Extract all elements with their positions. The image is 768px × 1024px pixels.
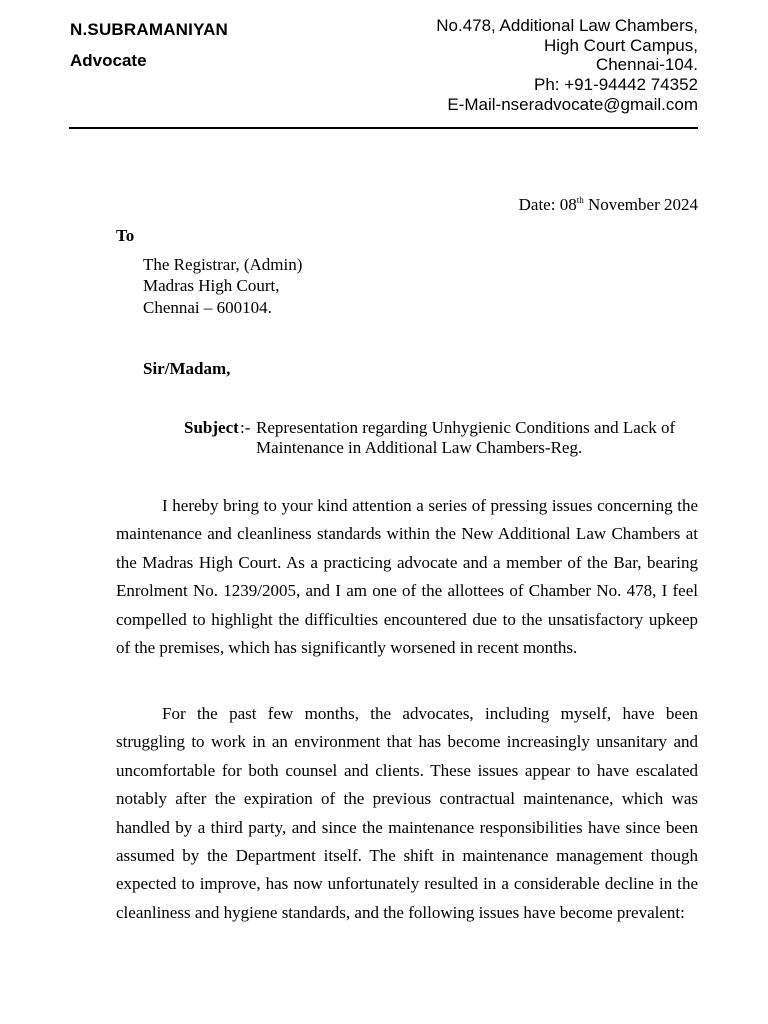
letter-date [519,195,698,215]
body-paragraph: I hereby bring to your kind attention a series of pressing issues concerning the maintenance and cleanliness standards within the New Additional Law Chambers at the Madras High Court. As a practicing advocate and a member of the Bar, bearing Enrolment No. 1239/2005, and I am one of the allottees of Chamber No. 478, I feel compelled to highlight the difficulties encountered due to the unsatisfactory upkeep of the premises, which has significantly worsened in recent months. [116,496,698,658]
body-paragraph: For the past few months, the advocates, including myself, have been struggling to work in an environment that has become increasingly unsanitary and uncomfortable for both counsel and clients. These issues appear to have escalated notably after the expiration of the previous contractual maintenance, which was handled by a third party, and since the maintenance responsibilities have since been assumed by the Department itself. The shift in maintenance management though expected to improve, has now unfortunately resulted in a considerable decline in the cleanliness and hygiene standards, and the following issues have become prevalent: [116,704,698,922]
subject-text: Representation regarding Unhygienic Conditions and Lack of Maintenance in Additional Law Chambers-Reg. [256,418,676,457]
recipient-line: Chennai – 600104. [143,297,272,317]
recipient-line: The Registrar, (Admin) [143,255,303,274]
letterhead-divider [69,127,698,129]
recipient-address [143,254,302,318]
email-line: E-Mail-nseradvocate@gmail.com [447,94,698,114]
sender-name: N.SUBRAMANIYAN [70,20,229,39]
sender-address [436,16,698,115]
to-label: To [116,226,135,245]
address-line: Chennai-104. [595,55,698,75]
date-suffix: November 2024 [583,195,698,214]
address-line: No.478, Additional Law Chambers, [436,16,698,35]
salutation: Sir/Madam, [143,359,231,378]
subject-label: Subject [184,418,239,437]
date-prefix: Date: 08 [518,195,577,214]
address-line: High Court Campus, [543,35,698,55]
sender-title: Advocate [70,51,147,70]
phone-line: Ph: +91-94442 74352 [533,75,698,95]
date-superscript: th [576,195,584,205]
subject-separator: :- [240,418,251,437]
recipient-line: Madras High Court, [143,276,280,296]
